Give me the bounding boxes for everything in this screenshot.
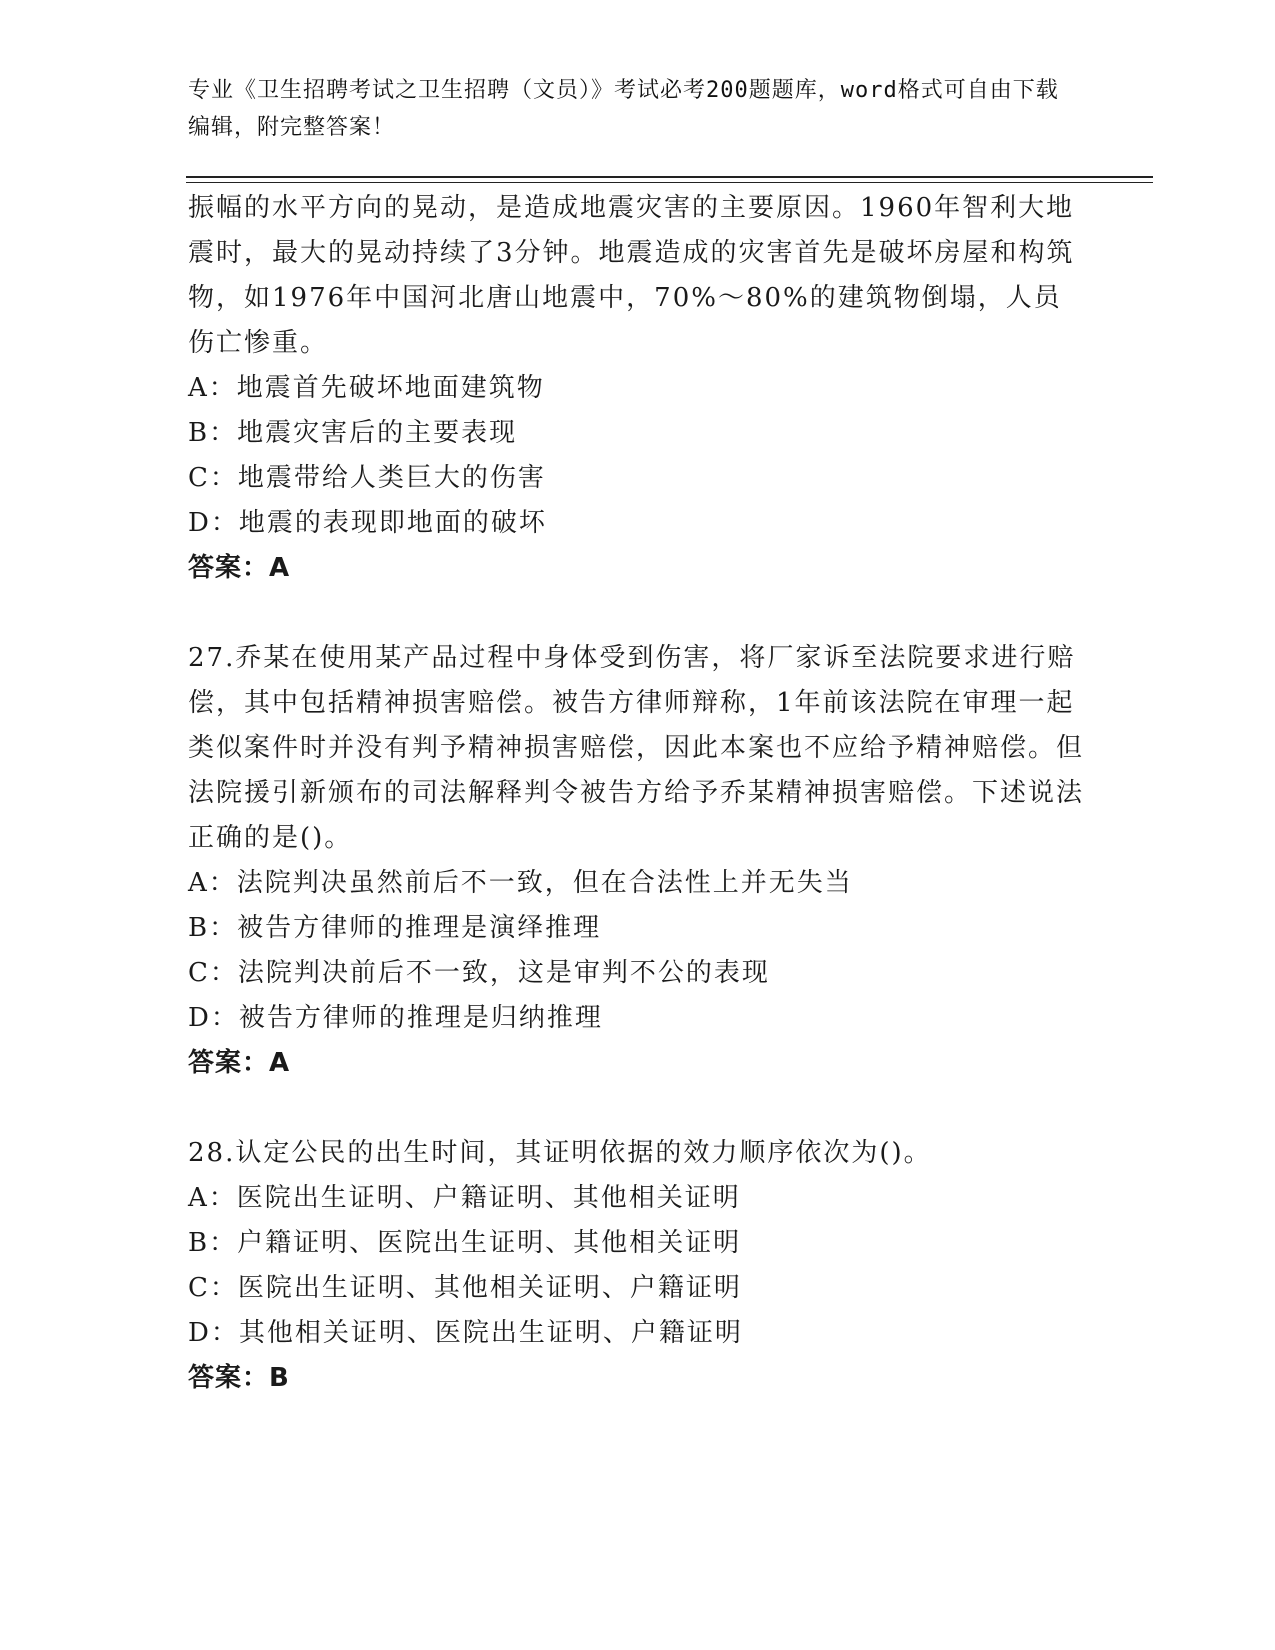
question-stem: 振幅的水平方向的晃动，是造成地震灾害的主要原因。1960年智利大地震时，最大的晃动持续了3分钟。地震造成的灾害首先是破坏房屋和构筑物，如1976年中国河北唐山地震中，70%～80%的建筑物倒塌，人员伤亡惨重。 [188, 193, 1075, 358]
header-divider-thick [186, 176, 1153, 178]
question-block [188, 186, 1088, 591]
question-content [188, 186, 1088, 1401]
question-stem: 28.认定公民的出生时间，其证明依据的效力顺序依次为()。 [188, 1138, 932, 1168]
question-spacer [188, 591, 1088, 636]
option-b: B：地震灾害后的主要表现 [188, 418, 518, 448]
question-stem: 27.乔某在使用某产品过程中身体受到伤害，将厂家诉至法院要求进行赔偿，其中包括精神损害赔偿。被告方律师辩称，1年前该法院在审理一起类似案件时并没有判予精神损害赔偿，因此本案也不应给予精神赔偿。但法院援引新颁布的司法解释判令被告方给予乔某精神损害赔偿。下述说法正确的是()。 [188, 643, 1085, 853]
option-a: A：地震首先破坏地面建筑物 [188, 373, 545, 403]
document-header: 专业《卫生招聘考试之卫生招聘（文员）》考试必考200题题库，word格式可自由下载编辑，附完整答案！ [188, 78, 1059, 140]
option-a: A：医院出生证明、户籍证明、其他相关证明 [188, 1183, 741, 1213]
answer-line: 答案：B [188, 1363, 290, 1393]
option-d: D：被告方律师的推理是归纳推理 [188, 1003, 603, 1033]
option-d: D：地震的表现即地面的破坏 [188, 508, 547, 538]
question-block [188, 1131, 1088, 1401]
option-d: D：其他相关证明、医院出生证明、户籍证明 [188, 1318, 743, 1348]
option-a: A：法院判决虽然前后不一致，但在合法性上并无失当 [188, 868, 853, 898]
header-divider-thin [186, 182, 1153, 183]
answer-line: 答案：A [188, 1048, 291, 1078]
answer-line: 答案：A [188, 553, 291, 583]
option-c: C：法院判决前后不一致，这是审判不公的表现 [188, 958, 770, 988]
question-block [188, 636, 1088, 1086]
question-spacer [188, 1086, 1088, 1131]
option-b: B：被告方律师的推理是演绎推理 [188, 913, 602, 943]
option-b: B：户籍证明、医院出生证明、其他相关证明 [188, 1228, 742, 1258]
option-c: C：医院出生证明、其他相关证明、户籍证明 [188, 1273, 742, 1303]
option-c: C：地震带给人类巨大的伤害 [188, 463, 546, 493]
